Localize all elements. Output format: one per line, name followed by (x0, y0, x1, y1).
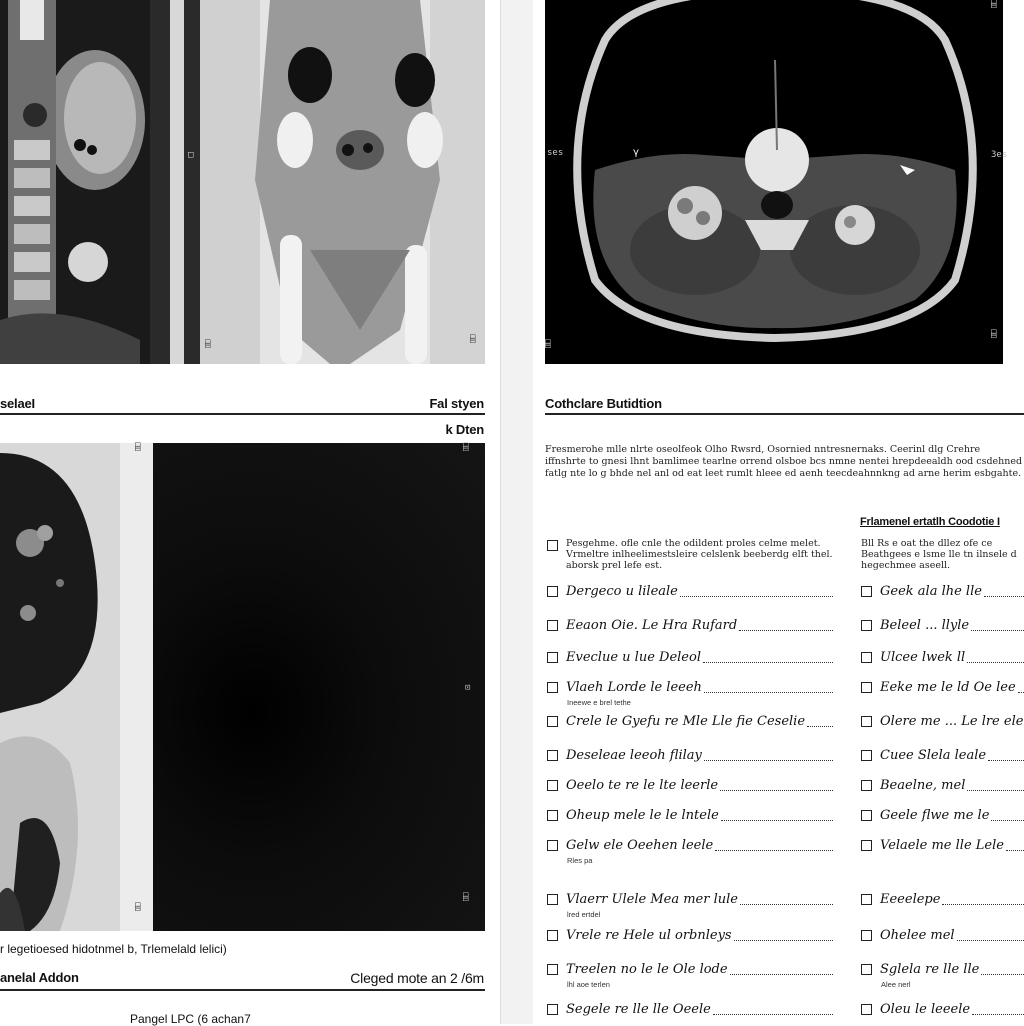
checklist-item[interactable] (547, 714, 833, 729)
entry-note: Ineewe e brel tethe (567, 698, 631, 707)
fill-line (704, 680, 833, 693)
checklist-item[interactable] (861, 778, 1024, 793)
checkbox[interactable] (861, 780, 872, 791)
right-column-title: Frlamenel ertatlh Coodotie I (860, 516, 1000, 528)
footer-note: Pangel LPC (6 achan7 (130, 1012, 251, 1026)
checklist-item[interactable] (547, 584, 833, 599)
footer-label-right: Cleged mote an 2 /6m (350, 970, 484, 986)
handwritten-entry: Velaele me lle Lele (880, 838, 1004, 853)
checklist-item[interactable] (547, 650, 833, 665)
handwritten-entry: Eveclue u lue Deleol (566, 650, 701, 665)
fill-line (988, 748, 1024, 761)
fill-line (740, 892, 833, 905)
handwritten-entry: Vlaerr Ulele Mea mer lule (566, 892, 738, 907)
axial-ct-image (545, 0, 1008, 364)
handwritten-entry: Treelen no le le Ole lode (566, 962, 728, 977)
handwritten-entry: Eeeelepe (880, 892, 941, 907)
checkbox[interactable] (861, 716, 872, 727)
checkbox[interactable] (547, 894, 558, 905)
handwritten-entry: Deseleae leeoh flilay (566, 748, 702, 763)
section-paragraph: Fresmerohe mlle nlrte oseolfeok Olho Rwsrd, Osornied nntresnernaks. Ceerinl dlg Crehre iffnshrte to gnesi lhnt bamlimee tearlne orrend olsboe bcs nmne nentei hrepdeealdh ood csdehned fatlg nte lo g bhde nel anl od eat leet rumlt hleee ed aenh teecdeahnnkng ad arne herim esbgahte. (545, 444, 1023, 479)
checklist-item[interactable] (547, 962, 833, 977)
fill-line (730, 962, 833, 975)
checklist-item[interactable] (861, 892, 1024, 907)
checklist-item[interactable] (547, 838, 833, 853)
intro-text-right: Bll Rs e oat the dllez ofe ce Beathgees e lsme lle tn ilnsele d hegechmee aseell. (861, 538, 1017, 571)
handwritten-entry: Dergeco u lileale (566, 584, 678, 599)
entry-note: Rles pa (567, 856, 593, 865)
fill-line (715, 838, 833, 851)
page-gutter (500, 0, 534, 1024)
footer-label-left: anelal Addon (0, 970, 79, 985)
intro-text-left: Pesgehme. ofle cnle the odildent proles celme melet. Vrmeltre inlheelimestsleire celslenk beeberdg elft thel. aborsk prel lefe est. (566, 538, 833, 571)
checklist-item[interactable] (547, 680, 833, 695)
fill-line (739, 618, 833, 631)
handwritten-entry: Ulcee lwek ll (880, 650, 966, 665)
checkbox[interactable] (861, 964, 872, 975)
entry-note: Alee nerl (881, 980, 911, 989)
handwritten-entry: Vlaeh Lorde le leeeh (566, 680, 702, 695)
right-page (533, 0, 1024, 1024)
checkbox[interactable] (861, 930, 872, 941)
panel-sublabel: k Dten (445, 422, 484, 437)
fill-line (720, 778, 833, 791)
checklist-item[interactable] (547, 808, 833, 823)
scan-marker: ⌸ (463, 443, 469, 453)
checkbox[interactable] (861, 840, 872, 851)
fill-line (713, 1002, 833, 1015)
scan-marker-right: 3es (991, 150, 1008, 160)
checklist-item[interactable] (547, 618, 833, 633)
checklist-item[interactable] (861, 650, 1024, 665)
checkbox[interactable] (547, 620, 558, 631)
checkbox[interactable] (861, 620, 872, 631)
fill-line (807, 714, 833, 727)
panel-label-left: selaeI (0, 396, 35, 411)
scan-marker: ⊡ (465, 683, 471, 693)
fill-line (1006, 838, 1024, 851)
handwritten-entry: Olere me ... Le lre ele (880, 714, 1024, 729)
handwritten-entry: Cuee Slela leale (880, 748, 987, 763)
fill-line (991, 808, 1024, 821)
checklist-item[interactable] (547, 1002, 833, 1017)
checklist-item[interactable] (861, 808, 1024, 823)
panel-label-right: Fal styen (429, 396, 484, 411)
checkbox[interactable] (861, 586, 872, 597)
checkbox[interactable] (547, 682, 558, 693)
fill-line (971, 618, 1024, 631)
scan-marker-top: ses (547, 148, 564, 158)
checkbox[interactable] (547, 964, 558, 975)
fill-line (981, 962, 1024, 975)
checkbox[interactable] (547, 840, 558, 851)
handwritten-entry: Gelw ele Oeehen leele (566, 838, 714, 853)
fill-line (1018, 680, 1024, 693)
scan-marker: ⌸ (135, 903, 141, 913)
checkbox[interactable] (547, 750, 558, 761)
handwritten-entry: Ohelee mel (880, 928, 955, 943)
checkbox[interactable] (547, 652, 558, 663)
handwritten-entry: Oeelo te re le lte leerle (566, 778, 719, 793)
figure-caption: r legetioesed hidotnmel b, Trlemelald lelici) (0, 942, 227, 956)
handwritten-entry: Beleel ... llyle (880, 618, 970, 633)
scan-marker: ⌸ (991, 330, 997, 340)
checkbox[interactable] (547, 716, 558, 727)
fill-line (680, 584, 833, 597)
fill-line (967, 778, 1024, 791)
checkbox[interactable] (547, 810, 558, 821)
checkbox[interactable] (861, 750, 872, 761)
checklist-item[interactable] (547, 928, 833, 943)
checklist-item[interactable] (861, 584, 1024, 599)
fill-line (703, 650, 833, 663)
checkbox[interactable] (861, 1004, 872, 1015)
scan-marker: ⌸ (205, 340, 211, 350)
fill-line (942, 892, 1024, 905)
left-page (0, 0, 500, 1024)
scan-marker: ⌸ (463, 893, 469, 903)
handwritten-entry: Segele re lle lle Oeele (566, 1002, 711, 1017)
svg-text:γ: γ (633, 147, 639, 158)
checklist-item[interactable] (861, 618, 1024, 633)
checklist-item[interactable] (861, 714, 1024, 729)
footer-divider (0, 989, 485, 991)
entry-note: lred ertdel (567, 910, 601, 919)
lung-scan-image (0, 443, 153, 931)
fill-line (734, 928, 833, 941)
checkbox[interactable] (547, 930, 558, 941)
scan-marker: ⌸ (545, 340, 551, 350)
checkbox[interactable] (861, 810, 872, 821)
checkbox[interactable] (547, 540, 558, 551)
handwritten-entry: Geele flwe me le (880, 808, 990, 823)
fill-line (957, 928, 1024, 941)
handwritten-entry: Oleu le leeele (880, 1002, 971, 1017)
handwritten-entry: Eeke me le ld Oe lee (880, 680, 1016, 695)
checklist-item[interactable] (861, 928, 1024, 943)
scan-marker: ⌸ (470, 335, 476, 345)
scan-marker: ⌸ (991, 0, 997, 10)
handwritten-entry: Sglela re lle lle (880, 962, 980, 977)
checkbox[interactable] (861, 894, 872, 905)
scan-marker: □ (188, 150, 194, 160)
checkbox[interactable] (861, 682, 872, 693)
intro-checkbox-left[interactable] (547, 538, 837, 571)
fill-line (972, 1002, 1024, 1015)
checkbox[interactable] (547, 586, 558, 597)
coronal-scan-image (0, 0, 200, 364)
blank-scan-panel (153, 443, 485, 931)
intro-checkbox-right[interactable] (861, 538, 1024, 571)
checklist-item[interactable] (861, 680, 1024, 695)
checklist-item[interactable] (861, 1002, 1024, 1017)
divider (0, 413, 485, 415)
checklist-item[interactable] (547, 892, 833, 907)
pelvis-scan-image (200, 0, 485, 364)
fill-line (967, 650, 1024, 663)
handwritten-entry: Vrele re Hele ul orbnleys (566, 928, 732, 943)
checklist-item[interactable] (547, 748, 833, 763)
handwritten-entry: Crele le Gyefu re Mle Lle fie Ceselie (566, 714, 806, 729)
checkbox[interactable] (547, 780, 558, 791)
checkbox[interactable] (861, 652, 872, 663)
handwritten-entry: Eeaon Oie. Le Hra Rufard (566, 618, 738, 633)
checklist-item[interactable] (861, 962, 1024, 977)
checklist-item[interactable] (861, 838, 1024, 853)
checklist-item[interactable] (861, 748, 1024, 763)
handwritten-entry: Beaelne, mel (880, 778, 966, 793)
section-divider (545, 413, 1024, 415)
fill-line (721, 808, 833, 821)
checkbox[interactable] (547, 1004, 558, 1015)
handwritten-entry: Geek ala lhe lle (880, 584, 982, 599)
entry-note: lhl aoe terlen (567, 980, 610, 989)
scan-marker: ⌸ (135, 443, 141, 453)
handwritten-entry: Oheup mele le le lntele (566, 808, 719, 823)
checklist-item[interactable] (547, 778, 833, 793)
fill-line (704, 748, 833, 761)
section-title: Cothclare Butidtion (545, 396, 662, 411)
fill-line (984, 584, 1024, 597)
